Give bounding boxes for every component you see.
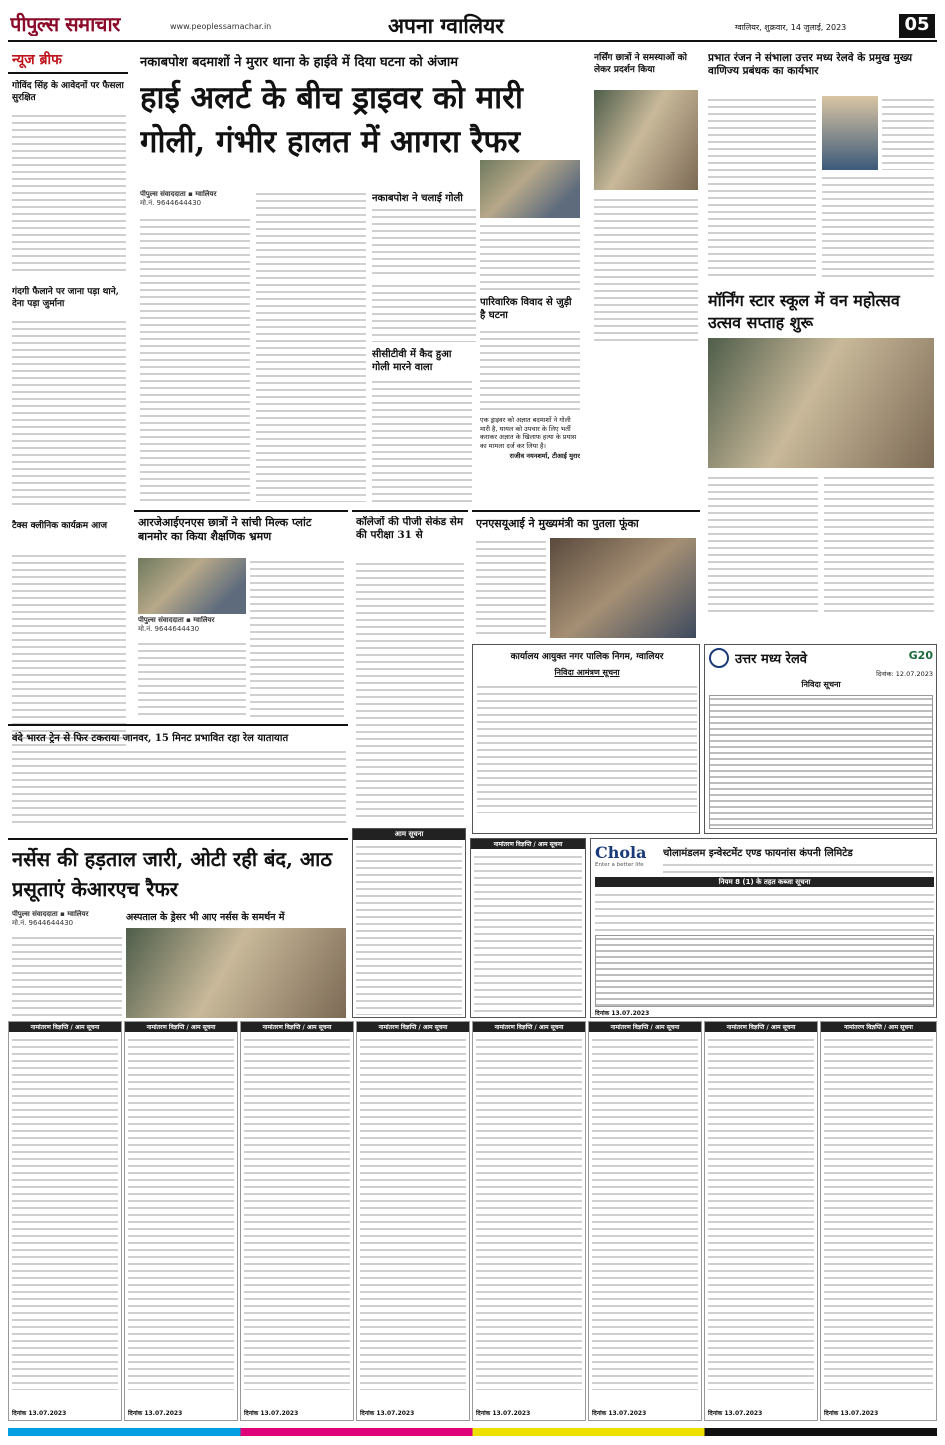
chola-brand [595,843,659,873]
chola-intro [595,891,934,931]
milk-plant-story [134,510,348,720]
nurses-photo [126,928,346,1018]
byline-name: पीपुल्स संवाददाता ▪ ग्वालियर [12,910,89,918]
byline-mobile: मो.नं. 9644644430 [140,199,202,207]
masthead-rule [8,40,937,42]
naamantaran-body [474,853,582,1015]
masthead [0,0,945,40]
brief-rule [8,72,128,74]
nsui-story [472,510,700,640]
byline-source: पीपुल्स संवाददाता [138,616,184,624]
college-exam-headline: कॉलेजों की पीजी सेकंड सेम की परीक्षा 31 से [356,516,464,541]
lead-sub2: सीसीटीवी में कैद हुआ गोली मारने वाला [372,349,452,373]
dateline: ग्वालियर, शुक्रवार, 14 जुलाई, 2023 [735,23,847,32]
chola-address [663,861,933,873]
lead-kicker: नकाबपोश बदमाशों ने मुरार थाना के हाईवे में दिया घटना को अंजाम [140,55,458,70]
byline-name: पीपुल्स संवाददाता ▪ ग्वालियर [140,190,217,198]
brief-item-title: गोविंद सिंह के आवेदनों पर फैसला सुरक्षित [12,81,124,103]
chola-brand-name: Chola [595,843,647,862]
chola-title: चोलामंडलम इन्वेस्टमेंट एण्ड फायनांस कंपनी लिमिटेड [663,848,853,859]
naamantaran-column [124,1021,238,1421]
naamantaran-column [240,1021,354,1421]
public-notice-body [356,843,462,1015]
naamantaran-title: नामांतरण विज्ञप्ति / आम सूचना [705,1022,817,1032]
naamantaran-title: नामांतरण विज्ञप्ति / आम सूचना [821,1022,936,1032]
municipal-tender [472,644,700,834]
page-number: 05 [899,14,935,38]
nursing-protest-story [590,46,700,346]
brief-item-body [12,318,126,506]
brief-item-body [12,552,126,752]
registration-bar [8,1428,937,1436]
railway-ad-table [709,695,933,829]
naamantaran-column [820,1021,937,1421]
school-photo [708,338,934,468]
naamantaran-date: दिनांक 13.07.2023 [592,1410,647,1417]
chola-tagline: Enter a better life [595,862,644,868]
lead-headline: हाई अलर्ट के बीच ड्राइवर को मारी गोली, गंभीर हालत में आगरा रैफर [140,80,523,160]
railway-logo [709,648,729,668]
tender-body [477,683,697,813]
brief-item-body [12,112,126,276]
naamantaran-date: दिनांक 13.07.2023 [476,1410,531,1417]
morning-star-body-1 [708,474,818,616]
naamantaran-date: दिनांक 13.07.2023 [12,1410,67,1417]
naamantaran-body [12,1036,118,1390]
railway-body-3 [822,174,934,278]
nursing-body [594,196,698,346]
nurses-body-1 [12,934,122,1018]
naamantaran-title: नामांतरण विज्ञप्ति / आम सूचना [241,1022,353,1032]
lead-sub1: नकाबपोश ने चलाई गोली [372,193,463,204]
nurses-headline: नर्सेस की हड़ताल जारी, ओटी रही बंद, आठ प्रसूताएं केआरएच रैफर [12,847,332,901]
pull-quote-by: राजीव नयनशर्मा, टीआई मुरार [509,452,580,460]
chola-section: नियम 8 (1) के तहत कब्जा सूचना [595,877,934,887]
naamantaran-column [472,1021,586,1421]
naamantaran-date: दिनांक 13.07.2023 [244,1410,299,1417]
naamantaran-notice [470,838,586,1018]
naamantaran-date: दिनांक 13.07.2023 [128,1410,183,1417]
byline-city: ग्वालियर [193,616,215,624]
naamantaran-body [244,1036,350,1390]
public-notice [352,828,466,1018]
lead-cont-text2 [480,328,580,412]
railway-ad [704,644,937,834]
public-notice-title: आम सूचना [353,829,465,840]
college-exam-story [352,510,468,824]
byline-source: पीपुल्स संवाददाता [140,190,186,198]
naamantaran-body [476,1036,582,1390]
morning-star-body-2 [824,474,934,616]
lead-col3-top [372,206,484,278]
railway-body-1 [708,96,816,276]
tender-title: निविदा आमंत्रण सूचना [554,668,620,677]
brief-item-title: टैक्स क्लीनिक कार्यक्रम आज [12,521,108,531]
railway-headline: प्रभात रंजन ने संभाला उत्तर मध्य रेलवे के प्रमुख मुख्य वाणिज्य प्रबंधक का कार्यभार [708,52,913,77]
naamantaran-title: नामांतरण विज्ञप्ति / आम सूचना [471,839,585,849]
college-exam-body [356,560,464,822]
railway-ad-sub: निविदा सूचना [801,680,841,689]
nurses-kicker: अस्पताल के ड्रेसर भी आए नर्सस के समर्थन में [126,912,285,923]
lead-col1 [140,216,250,502]
nurses-byline [12,910,122,930]
nsui-body [476,538,546,638]
milk-plant-body-2 [250,558,344,718]
municipal-title: कार्यालय आयुक्त नगर पालिक निगम, ग्वालियर [510,652,664,662]
pull-quote-text: एक ड्राइवर को अज्ञात बदमाशों ने गोली मारी है, घायल को उपचार के लिए भर्ती कराकर अज्ञात के खिलाफ हत्या के प्रयास का मामला दर्ज कर लिया है। [480,416,577,450]
naamantaran-column [588,1021,702,1421]
naamantaran-title: नामांतरण विज्ञप्ति / आम सूचना [357,1022,469,1032]
naamantaran-body [592,1036,698,1390]
naamantaran-title: नामांतरण विज्ञप्ति / आम सूचना [589,1022,701,1032]
lead-cont-text [480,222,580,292]
milk-plant-body-1 [138,640,246,718]
naamantaran-column [356,1021,470,1421]
g20-logo: G20 [908,649,933,662]
section-title-text: अपना ग्वालियर [388,13,504,38]
railway-body-2 [882,96,934,170]
lead-col4 [372,378,472,502]
byline-mobile: मो.नं. 9644644430 [138,625,200,633]
chola-ad [590,838,937,1018]
naamantaran-date: दिनांक 13.07.2023 [360,1410,415,1417]
section-title [388,12,588,38]
milk-plant-photo [138,558,246,614]
morning-star-story [704,290,937,640]
nursing-photo [594,90,698,190]
naamantaran-column [704,1021,818,1421]
naamantaran-date: दिनांक 13.07.2023 [708,1410,763,1417]
railway-story [704,46,937,286]
railway-ad-date: दिनांक: 12.07.2023 [876,670,933,678]
railway-ad-title: उत्तर मध्य रेलवे [735,652,808,667]
byline-city: ग्वालियर [195,190,217,198]
vande-bharat-body [12,748,346,828]
paper-name: पीपुल्स समाचार [10,12,120,36]
naamantaran-date: दिनांक 13.07.2023 [824,1410,879,1417]
news-brief [8,46,128,506]
milk-plant-byline [138,616,246,636]
nsui-photo [550,538,696,638]
officer-photo [822,96,878,170]
pull-quote [480,416,580,504]
nursing-headline: नर्सिंग छात्रों ने समस्याओं को लेकर प्रदर्शन किया [594,53,687,75]
vande-bharat-story [8,724,348,834]
milk-plant-headline: आरजेआईएनएस छात्रों ने सांची मिल्क प्लांट बानमोर का किया शैक्षणिक भ्रमण [138,516,312,543]
lead-byline [140,190,250,212]
byline-source: पीपुल्स संवाददाता [12,910,58,918]
lead-sub3: पारिवारिक विवाद से जुड़ी है घटना [480,297,572,321]
naamantaran-body [128,1036,234,1390]
lead-col2 [256,190,366,502]
naamantaran-title: नामांतरण विज्ञप्ति / आम सूचना [125,1022,237,1032]
morning-star-headline: मॉर्निंग स्टार स्कूल में वन महोत्सव उत्सव सप्ताह शुरू [708,291,900,332]
vande-bharat-headline: वंदे भारत ट्रेन से फिर टकराया जानवर, 15 मिनट प्रभावित रहा रेल यातायात [12,733,289,744]
byline-mobile: मो.नं. 9644644430 [12,919,74,927]
byline-name: पीपुल्स संवाददाता ▪ ग्वालियर [138,616,215,624]
naamantaran-body [360,1036,466,1390]
lead-continued [476,160,584,506]
byline-city: ग्वालियर [67,910,89,918]
naamantaran-title: नामांतरण विज्ञप्ति / आम सूचना [473,1022,585,1032]
crime-scene-photo [480,160,580,218]
brief-item-title: गंदगी फैलाने पर जाना पड़ा थाने, देना पड़ा जुर्माना [12,287,119,309]
nsui-headline: एनएसयूआई ने मुख्यमंत्री का पुतला फूंका [476,517,639,530]
chola-table [595,935,934,1007]
brief-label: न्यूज ब्रीफ [12,52,62,68]
naamantaran-body [824,1036,933,1390]
naamantaran-column [8,1021,122,1421]
naamantaran-body [708,1036,814,1390]
chola-date: दिनांक 13.07.2023 [595,1010,650,1017]
nurses-story [8,838,348,1018]
website[interactable]: www.peoplessamachar.in [170,22,272,31]
naamantaran-title: नामांतरण विज्ञप्ति / आम सूचना [9,1022,121,1032]
